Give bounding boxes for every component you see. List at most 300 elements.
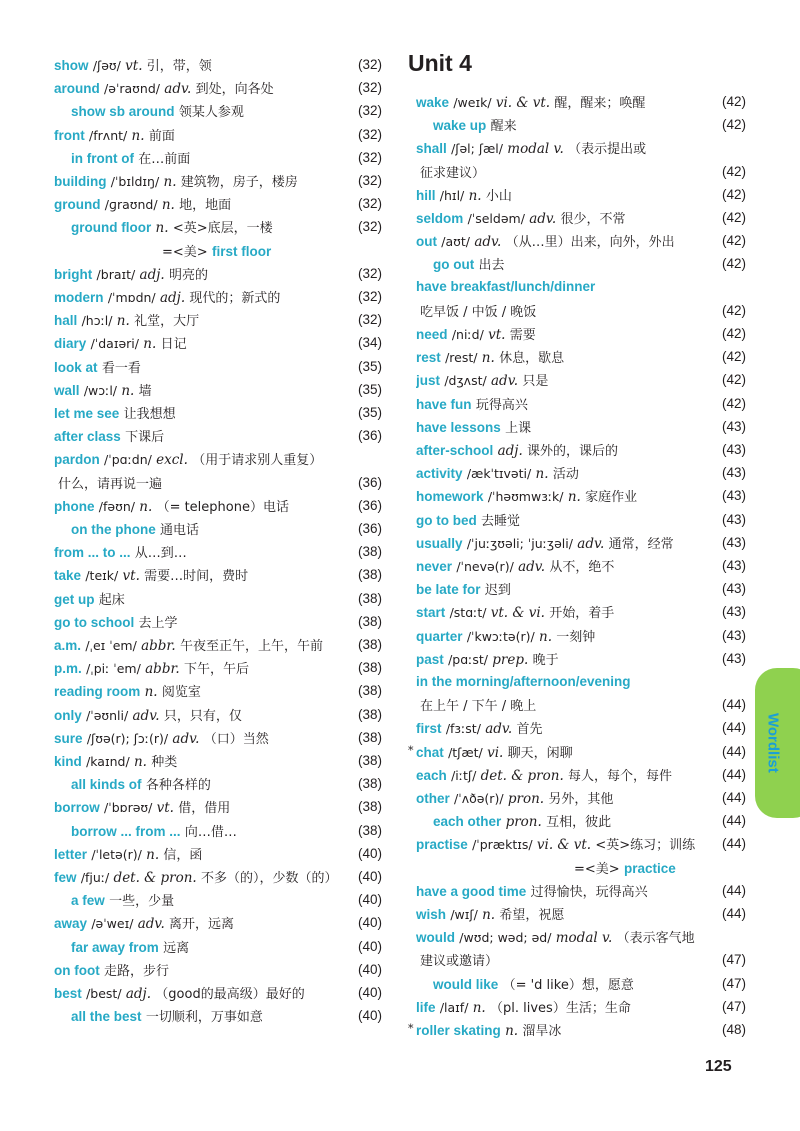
definition: 通常，经常	[608, 536, 674, 552]
page-reference: (40)	[357, 938, 382, 954]
page-reference: (47)	[721, 998, 746, 1014]
headword: homework	[416, 489, 484, 505]
definition: =<美>	[574, 861, 620, 877]
headword: roller skating	[416, 1023, 501, 1038]
phonetic: /fəʊn/	[98, 498, 135, 514]
phonetic: /hɪl/	[439, 187, 465, 203]
phonetic: /laɪf/	[439, 999, 469, 1015]
definition: 走路，步行	[104, 963, 170, 979]
definition: 开始，着手	[549, 606, 615, 622]
wordlist-entry	[416, 484, 746, 507]
wordlist-entry	[416, 415, 746, 438]
definition: （= 'd like）想，愿意	[502, 977, 634, 993]
wordlist-entry	[416, 832, 746, 855]
wordlist-entry	[54, 123, 382, 146]
headword: diary	[54, 336, 87, 352]
wordlist-entry	[54, 192, 382, 215]
wordlist-entry	[54, 517, 382, 540]
wordlist-entry	[416, 879, 746, 902]
wordlist-entry	[54, 447, 382, 470]
phonetic: /ˌpiː ˈem/	[86, 661, 141, 677]
page-reference: (32)	[357, 80, 382, 96]
page-reference: (32)	[357, 289, 382, 304]
wordlist-entry	[416, 577, 746, 600]
headword: best	[54, 986, 82, 1001]
definition: 阅览室	[161, 685, 201, 701]
definition: 每人，每个，每件	[568, 768, 673, 784]
page-reference: (36)	[357, 474, 382, 490]
variant-headword: practice	[623, 860, 676, 876]
page-reference: (42)	[721, 186, 746, 202]
page-reference: (35)	[357, 405, 382, 420]
definition: 明亮的	[169, 267, 209, 283]
headword: practise	[416, 837, 468, 853]
phonetic: /ˈmɒdn/	[107, 290, 156, 305]
definition: 一刻钟	[556, 629, 596, 645]
part-of-speech: n.	[482, 907, 496, 923]
definition: 迟到	[484, 583, 511, 599]
page-reference: (38)	[357, 753, 382, 768]
wordlist-entry	[54, 726, 382, 749]
optional-word-marker: *	[408, 743, 414, 757]
page-reference: (32)	[357, 173, 382, 188]
phonetic: /ɡraʊnd/	[104, 197, 158, 213]
definition: 很少，不常	[560, 212, 626, 227]
wordlist-entry	[54, 424, 382, 447]
phonetic: /ˈpɑːdn/	[104, 452, 152, 468]
definition: 到处，向各处	[195, 82, 274, 98]
phonetic: /dʒʌst/	[444, 373, 487, 389]
part-of-speech: adv.	[474, 234, 502, 251]
wordlist-entry	[54, 99, 382, 122]
page-reference: (44)	[721, 766, 746, 782]
wordlist-entry	[416, 902, 746, 925]
definition: 另外，其他	[548, 792, 614, 807]
headword: have lessons	[416, 419, 501, 435]
part-of-speech: abbr.	[141, 638, 176, 654]
phonetic: /iːtʃ/	[451, 767, 477, 783]
page-reference: (32)	[357, 219, 382, 235]
page-reference: (43)	[721, 534, 746, 550]
phonetic: /niːd/	[451, 327, 484, 342]
page-reference: (42)	[721, 117, 746, 133]
page-reference: (42)	[721, 233, 746, 249]
page-reference: (44)	[721, 743, 746, 759]
part-of-speech: vt.	[122, 568, 140, 585]
part-of-speech: adv.	[172, 730, 200, 747]
page-reference: (38)	[357, 567, 382, 583]
headword: kind	[54, 754, 82, 769]
part-of-speech: n.	[163, 174, 177, 190]
headword: go to school	[54, 614, 135, 630]
headword: wish	[416, 907, 447, 922]
part-of-speech: n.	[481, 350, 495, 367]
part-of-speech: adv.	[132, 707, 160, 724]
page-reference: (40)	[357, 869, 382, 884]
phonetic: /frʌnt/	[89, 127, 128, 143]
definition: 希望，祝愿	[499, 908, 565, 923]
part-of-speech: adv.	[577, 535, 605, 552]
page-reference: (43)	[721, 488, 746, 504]
headword: first	[416, 721, 442, 737]
wordlist-entry	[416, 948, 746, 971]
wordlist-entry	[408, 740, 746, 763]
definition: 聊天，闲聊	[507, 745, 573, 761]
page-reference: (38)	[357, 706, 382, 722]
definition: 互相，彼此	[546, 815, 612, 831]
phonetic: /hɔːl/	[81, 313, 113, 329]
definition: 前面	[148, 128, 175, 144]
part-of-speech: vi. & vt.	[536, 837, 592, 854]
page-reference: (44)	[721, 813, 746, 829]
wordlist-entry	[54, 795, 382, 818]
headword: wake	[416, 95, 450, 110]
page-reference: (35)	[357, 381, 382, 397]
headword: go to bed	[416, 512, 477, 528]
phonetic: /fjuː/	[80, 870, 110, 885]
headword: building	[54, 174, 107, 189]
page-reference: (38)	[357, 799, 382, 815]
headword: letter	[54, 846, 88, 862]
page-reference: (44)	[721, 906, 746, 921]
part-of-speech: vt.	[125, 58, 143, 74]
page-reference: (32)	[357, 103, 382, 119]
wordlist-entry	[54, 378, 382, 401]
phonetic: /ˈʌðə(r)/	[454, 791, 504, 806]
phonetic: /ʃʊə(r); ʃɔː(r)/	[86, 730, 169, 746]
definition: 各种各样的	[145, 778, 211, 794]
part-of-speech: adj.	[139, 266, 165, 283]
headword: hall	[54, 313, 78, 329]
phonetic: /ˈpræktɪs/	[472, 837, 533, 853]
wordlist-entry	[416, 438, 746, 461]
page-reference: (36)	[357, 497, 382, 513]
page-reference: (43)	[721, 604, 746, 620]
headword: have a good time	[416, 883, 527, 899]
wordlist-entry	[54, 169, 382, 192]
headword: start	[416, 605, 446, 621]
page-reference: (42)	[721, 349, 746, 365]
headword: p.m.	[54, 661, 82, 677]
page-reference: (32)	[357, 196, 382, 212]
headword: rest	[416, 350, 441, 366]
wordlist-entry	[416, 856, 746, 879]
page-reference: (42)	[721, 326, 746, 341]
definition: 去上学	[138, 615, 178, 631]
page-reference: (43)	[721, 418, 746, 434]
definition: （= telephone）电话	[156, 499, 289, 515]
headword: show	[54, 58, 89, 73]
wordlist-entry	[54, 401, 382, 424]
wordlist-entry	[54, 53, 382, 76]
headword: sure	[54, 730, 83, 746]
page-reference: (40)	[357, 961, 382, 977]
definition: 午夜至正午，上午，午前	[179, 639, 323, 654]
page-reference: (34)	[357, 335, 382, 351]
headword: borrow ... from ...	[71, 823, 181, 839]
phonetic: /best/	[86, 986, 122, 1001]
page-reference: (38)	[357, 613, 382, 629]
page-reference: (42)	[721, 94, 746, 109]
part-of-speech: n.	[146, 846, 160, 863]
page-reference: (44)	[721, 720, 746, 736]
headword: show sb around	[71, 104, 175, 120]
headword: need	[416, 327, 448, 342]
definition: （pl. lives）生活；生命	[490, 1000, 631, 1016]
definition: 向…借…	[184, 824, 237, 840]
part-of-speech: n.	[505, 1023, 519, 1039]
page-reference: (38)	[357, 544, 382, 560]
definition: 礼堂，大厅	[134, 314, 200, 330]
wordlist-entry	[54, 981, 382, 1004]
headword: on the phone	[71, 522, 156, 537]
page-reference: (36)	[357, 428, 382, 444]
phonetic: /fɜːst/	[445, 721, 481, 737]
wordlist-entry	[54, 610, 382, 633]
headword: pardon	[54, 452, 100, 468]
wordlist-entry	[54, 285, 382, 308]
part-of-speech: adj.	[125, 986, 151, 1002]
headword: look at	[54, 359, 98, 375]
wordlist-entry	[416, 693, 746, 716]
phonetic: /ʃəl; ʃæl/	[451, 141, 503, 157]
wordlist-entry	[54, 239, 382, 262]
definition: 现代的；新式的	[189, 291, 281, 306]
definition: 溜旱冰	[522, 1024, 562, 1039]
wordlist-entry	[416, 392, 746, 415]
wordlist-entry	[54, 772, 382, 795]
wordlist-entry	[416, 345, 746, 368]
page-reference: (43)	[721, 442, 746, 457]
headword: in the morning/afternoon/evening	[416, 673, 631, 689]
definition: 建筑物，房子，楼房	[180, 175, 298, 190]
definition: 下午，午后	[184, 662, 250, 678]
page-number: 125	[705, 1058, 732, 1075]
wordlist-entry	[54, 494, 382, 517]
definition: 日记	[160, 337, 187, 353]
definition: <英>底层，一楼	[172, 221, 273, 237]
wordlist-entry	[416, 600, 746, 623]
phonetic: /ˈəʊnli/	[86, 707, 129, 723]
phonetic: /ˌeɪ ˈem/	[85, 638, 137, 653]
part-of-speech: n.	[472, 999, 486, 1016]
definition: 起床	[98, 592, 125, 608]
definition: （从…里）出来，向外，外出	[505, 235, 675, 251]
part-of-speech: modal v.	[507, 141, 564, 158]
page-reference: (44)	[721, 790, 746, 805]
definition: 需要	[509, 328, 536, 343]
page-reference: (35)	[357, 358, 382, 374]
page-reference: (40)	[357, 915, 382, 931]
headword: far away from	[71, 939, 159, 955]
wordlist-entry	[54, 888, 382, 911]
phonetic: /ˈseldəm/	[467, 211, 525, 226]
headword: would like	[433, 976, 499, 992]
part-of-speech: n.	[121, 382, 135, 399]
part-of-speech: abbr.	[145, 661, 180, 678]
wordlist-entry	[54, 76, 382, 99]
wordlist-entry	[416, 252, 746, 275]
phonetic: /aʊt/	[441, 234, 471, 250]
part-of-speech: n.	[567, 489, 581, 506]
wordlist-entry	[54, 935, 382, 958]
part-of-speech: n.	[535, 466, 549, 483]
wordlist-entry	[416, 160, 746, 183]
phonetic: /tʃæt/	[448, 744, 483, 760]
definition: 不多（的），少数（的）	[201, 871, 338, 886]
wordlist-entry	[54, 471, 382, 494]
wordlist-entry	[54, 563, 382, 586]
definition: （good的最高级）最好的	[155, 987, 305, 1002]
wordlist-entry	[54, 540, 382, 563]
part-of-speech: det. & pron.	[113, 870, 197, 886]
wordlist-entry	[54, 355, 382, 378]
phonetic: /əˈweɪ/	[91, 916, 134, 932]
headword: go out	[433, 257, 475, 273]
page-reference: (42)	[721, 163, 746, 179]
phonetic: /kaɪnd/	[86, 754, 130, 769]
definition: 小山	[485, 188, 512, 204]
headword: life	[416, 999, 436, 1015]
headword: all kinds of	[71, 777, 142, 793]
page-reference: (32)	[357, 265, 382, 281]
phonetic: /əˈraʊnd/	[104, 81, 160, 97]
wordlist-entry	[54, 1004, 382, 1027]
wordlist-entry	[416, 206, 746, 229]
definition: 离开，远离	[169, 917, 235, 933]
definition: 活动	[552, 467, 579, 483]
part-of-speech: n.	[144, 684, 158, 701]
wordlist-entry	[54, 331, 382, 354]
wordlist-entry	[416, 995, 746, 1018]
page-reference: (40)	[357, 845, 382, 861]
part-of-speech: adj.	[497, 443, 523, 459]
headword: borrow	[54, 800, 100, 816]
definition: 出去	[478, 258, 505, 274]
part-of-speech: vt.	[488, 327, 506, 343]
definition: 征求建议）	[420, 165, 486, 181]
page-reference: (38)	[357, 683, 382, 699]
part-of-speech: n.	[133, 754, 147, 770]
definition: 从…到…	[134, 546, 187, 562]
definition: 只是	[522, 374, 549, 390]
definition: 看一看	[101, 360, 141, 376]
headword: phone	[54, 498, 95, 514]
headword: usually	[416, 535, 463, 551]
wordlist-entry	[54, 749, 382, 772]
part-of-speech: n.	[155, 220, 169, 237]
headword: after class	[54, 429, 121, 445]
definition: 休息，歇息	[499, 351, 565, 367]
part-of-speech: pron.	[507, 791, 545, 807]
definition: 上课	[505, 420, 532, 436]
definition: 玩得高兴	[475, 397, 528, 413]
page-reference: (32)	[357, 149, 382, 165]
page-reference: (47)	[721, 952, 746, 968]
headword: let me see	[54, 406, 120, 421]
phonetic: /wʊd; wəd; əd/	[459, 930, 552, 946]
headword: from ... to ...	[54, 545, 131, 561]
definition: 信，函	[163, 847, 203, 863]
page-reference: (44)	[721, 882, 746, 898]
phonetic: /rest/	[445, 350, 478, 366]
wordlist-entry	[416, 531, 746, 554]
part-of-speech: adv.	[164, 81, 192, 98]
page-reference: (32)	[357, 57, 382, 72]
wordlist-entry	[416, 229, 746, 252]
definition: 从不，绝不	[549, 560, 615, 575]
headword: take	[54, 568, 82, 584]
definition: （表示客气地	[616, 931, 695, 947]
phonetic: /weɪk/	[453, 95, 492, 110]
page-reference: (44)	[721, 836, 746, 852]
page-reference: (38)	[357, 776, 382, 792]
definition: 醒来	[490, 119, 517, 135]
headword: after-school	[416, 443, 494, 458]
headword: all the best	[71, 1009, 142, 1025]
page-reference: (40)	[357, 892, 382, 908]
page-reference: (38)	[357, 590, 382, 606]
definition: 建议或邀请）	[420, 954, 499, 970]
part-of-speech: n.	[539, 628, 552, 645]
wordlist-entry	[54, 215, 382, 238]
wordlist-entry	[416, 809, 746, 832]
definition: 什么，请再说一遍	[58, 476, 163, 492]
headword: in front of	[71, 150, 134, 166]
wordlist-entry	[416, 647, 746, 670]
wordlist-entry	[416, 925, 746, 948]
definition: 一切顺利，万事如意	[145, 1010, 263, 1026]
wordlist-entry	[416, 113, 746, 136]
wordlist-entry	[416, 90, 746, 113]
part-of-speech: adv.	[518, 559, 546, 575]
phonetic: /wɔːl/	[83, 382, 118, 398]
wordlist-entry	[416, 624, 746, 647]
page-reference: (38)	[357, 660, 382, 676]
part-of-speech: n.	[161, 197, 175, 214]
definition: 一些，少量	[109, 894, 175, 910]
part-of-speech: n.	[143, 336, 157, 353]
wordlist-entry	[416, 972, 746, 995]
wordlist-entry	[416, 299, 746, 322]
phonetic: /ˈhəʊmwɜːk/	[487, 489, 564, 505]
wordlist-entry	[416, 554, 746, 577]
definition: 领某人参观	[178, 105, 244, 121]
page-reference: (42)	[721, 302, 746, 318]
page-reference: (42)	[721, 395, 746, 411]
definition: 去睡觉	[481, 513, 521, 529]
definition: 只，只有，仅	[163, 708, 242, 724]
page-reference: (32)	[357, 126, 382, 142]
part-of-speech: adj.	[159, 290, 186, 306]
page-reference: (38)	[357, 729, 382, 745]
headword: a few	[71, 893, 105, 909]
headword: chat	[416, 744, 444, 760]
definition: 需要…时间，费时	[144, 569, 249, 585]
definition: 在…前面	[138, 151, 191, 167]
phonetic: /wɪʃ/	[450, 907, 478, 922]
wordlist-entry	[54, 146, 382, 169]
page-reference: (38)	[357, 637, 382, 652]
wordlist-entry	[416, 183, 746, 206]
phonetic: /ˈbɒrəʊ/	[104, 800, 153, 816]
definition: 在上午 / 下午 / 晚上	[420, 699, 537, 715]
headword: be late for	[416, 582, 481, 598]
headword: have breakfast/lunch/dinner	[416, 279, 596, 295]
unit-title: Unit 4	[408, 50, 472, 76]
definition: 让我想想	[123, 407, 176, 422]
definition: 醒，醒来；唤醒	[554, 96, 646, 111]
